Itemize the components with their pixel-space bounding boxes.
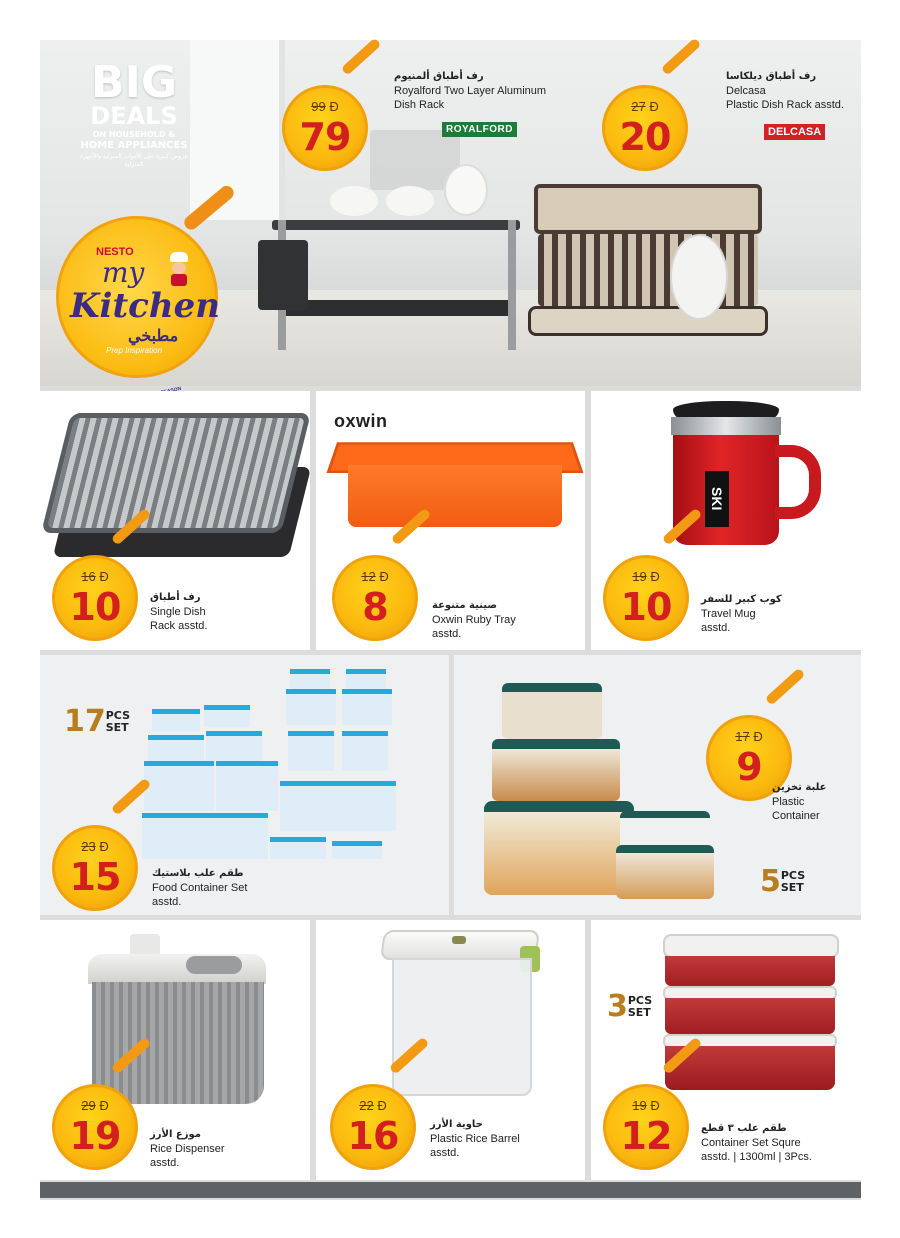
old-price: 22 (359, 1098, 374, 1113)
currency-symbol: Đ (650, 569, 660, 584)
product-name: Food Container Set (152, 882, 248, 894)
logo-my: my (102, 256, 145, 289)
product-desc (701, 593, 851, 635)
new-price: 10 (620, 585, 672, 629)
product-name-ar: رف أطباق ألمنيوم (394, 71, 484, 82)
logo-tagline: Prep Inspiration (106, 346, 163, 355)
hero-subtitle-1: ON HOUSEHOLD & (92, 130, 176, 139)
product-desc (150, 591, 300, 633)
hero-title-big: BIG (90, 57, 178, 108)
price-badge (52, 555, 144, 647)
product-name-2: asstd. | 1300ml | 3Pcs. (701, 1151, 812, 1163)
new-price: 79 (299, 115, 351, 159)
price-badge-delcasa (602, 85, 694, 177)
logo-kitchen: Kitchen (70, 286, 220, 326)
currency-symbol: Đ (329, 99, 339, 114)
product-card-rice-barrel (316, 920, 585, 1180)
product-name: Plastic Rice Barrel (430, 1133, 520, 1145)
new-price: 20 (619, 115, 671, 159)
product-name: Royalford Two Layer Aluminum (394, 85, 547, 97)
product-name-ar: طقم علب ٣ قطع (701, 1123, 787, 1134)
product-desc (432, 599, 582, 641)
product-card-rice-dispenser (40, 920, 310, 1180)
product-name-ar: رف أطباق (150, 592, 201, 603)
product-card-travel-mug (591, 391, 861, 650)
product-name-2: Container (772, 810, 820, 822)
hero-title-deals: DEALS (90, 102, 178, 130)
hero-subtitle-ar: عروض كبيرة على الأدوات المنزلية والأجهزة المنزلية (80, 153, 188, 168)
old-price: 27 (631, 99, 646, 114)
royalford-rack-image (258, 180, 524, 370)
mug-image (667, 401, 827, 551)
my-kitchen-logo (56, 216, 218, 378)
product-name: Plastic (772, 796, 805, 808)
product-card-food-container-set (40, 655, 449, 915)
currency-symbol: Đ (649, 99, 659, 114)
product-name-2: Rack asstd. (150, 620, 208, 632)
old-price: 19 (632, 569, 647, 584)
flyer-page (40, 40, 861, 1200)
product-card-container-set-square (591, 920, 861, 1180)
product-name: Container Set Squre (701, 1137, 801, 1149)
old-price: 17 (735, 729, 750, 744)
delcasa-rack-image (528, 178, 768, 354)
old-price: 12 (361, 569, 376, 584)
brand-logo-royalford: ROYALFORD (442, 122, 517, 137)
product-name-2: asstd. (150, 1157, 180, 1169)
product-name-ar: حاوية الأرز (430, 1119, 483, 1130)
product-name-2: Dish Rack (394, 99, 445, 111)
new-price: 15 (69, 855, 121, 899)
product-name-ar: رف أطباق ديلكاسا (726, 71, 817, 82)
product-name-2: asstd. (701, 622, 731, 634)
currency-symbol: Đ (753, 729, 763, 744)
chef-mascot-icon (168, 252, 190, 286)
product-name-ar: طقم علب بلاستيك (152, 868, 244, 879)
product-name: Single Dish (150, 606, 206, 618)
square-container-image (659, 934, 843, 1096)
set-badge (760, 864, 806, 899)
currency-symbol: Đ (99, 569, 109, 584)
set-count: 17 (64, 704, 106, 739)
product-name-ar: موزع الأرز (150, 1129, 201, 1140)
old-price: 16 (81, 569, 96, 584)
logo-brand: NESTO (96, 246, 134, 258)
product-name-ar: صينية متنوعة (432, 600, 497, 611)
product-name-ar: كوب كبير للسفر (701, 594, 782, 605)
new-price: 16 (347, 1114, 399, 1158)
product-desc-delcasa (726, 70, 856, 112)
price-badge (330, 1084, 422, 1176)
set-count: 3 (607, 989, 628, 1024)
product-name: Travel Mug (701, 608, 756, 620)
product-name: Rice Dispenser (150, 1143, 225, 1155)
product-name-2: asstd. (152, 896, 182, 908)
new-price: 10 (69, 585, 121, 629)
set-label: SET (780, 881, 804, 894)
product-name-2: Plastic Dish Rack asstd. (726, 99, 844, 111)
new-price: 8 (362, 585, 388, 629)
storage-container-image (484, 683, 720, 903)
currency-symbol: Đ (650, 1098, 660, 1113)
product-card-plastic-container (454, 655, 861, 915)
product-name-2: asstd. (430, 1147, 460, 1159)
product-desc-royalford (394, 70, 554, 112)
tray-image (332, 437, 578, 537)
currency-symbol: Đ (99, 839, 109, 854)
rice-barrel-image (382, 930, 542, 1096)
hero-subtitle-2: HOME APPLIANCES (80, 140, 188, 151)
set-badge (64, 704, 131, 739)
product-desc (152, 867, 312, 909)
currency-symbol: Đ (379, 569, 389, 584)
set-pcs: PCS (627, 994, 653, 1007)
currency-symbol: Đ (377, 1098, 387, 1113)
container-set-image (136, 669, 416, 859)
set-label: SET (627, 1006, 651, 1019)
product-name: Oxwin Ruby Tray (432, 614, 516, 626)
old-price: 29 (81, 1098, 96, 1113)
product-name: Delcasa (726, 85, 766, 97)
new-price: 12 (620, 1114, 672, 1158)
hero-banner (40, 40, 861, 386)
rice-dispenser-image (88, 934, 268, 1108)
new-price: 19 (69, 1114, 121, 1158)
set-label: SET (105, 721, 129, 734)
dish-rack-image (50, 407, 300, 557)
product-desc (772, 781, 856, 823)
price-badge (603, 1084, 695, 1176)
brand-logo-delcasa: DELCASA (764, 124, 825, 140)
price-badge (52, 825, 144, 917)
new-price: 9 (736, 745, 762, 789)
price-badge (603, 555, 695, 647)
product-desc (430, 1118, 580, 1160)
footer-bar (40, 1182, 861, 1198)
currency-symbol: Đ (99, 1098, 109, 1113)
logo-kitchen-ar: مطبخي (128, 328, 179, 345)
set-pcs: PCS (105, 709, 131, 722)
set-count: 5 (760, 864, 781, 899)
old-price: 19 (632, 1098, 647, 1113)
product-desc (701, 1122, 857, 1164)
product-desc (150, 1128, 300, 1170)
product-name-2: asstd. (432, 628, 462, 640)
price-badge-royalford (282, 85, 374, 177)
mug-label: SKI (705, 471, 729, 527)
brand-logo-oxwin: oxwin (334, 411, 388, 431)
product-card-oxwin-tray (316, 391, 585, 650)
product-name-ar: علبة تخزين (772, 782, 827, 793)
product-card-single-dish-rack (40, 391, 310, 650)
set-pcs: PCS (780, 869, 806, 882)
set-badge (607, 989, 653, 1024)
old-price: 99 (311, 99, 326, 114)
price-badge (52, 1084, 144, 1176)
old-price: 23 (81, 839, 96, 854)
price-badge (332, 555, 424, 647)
